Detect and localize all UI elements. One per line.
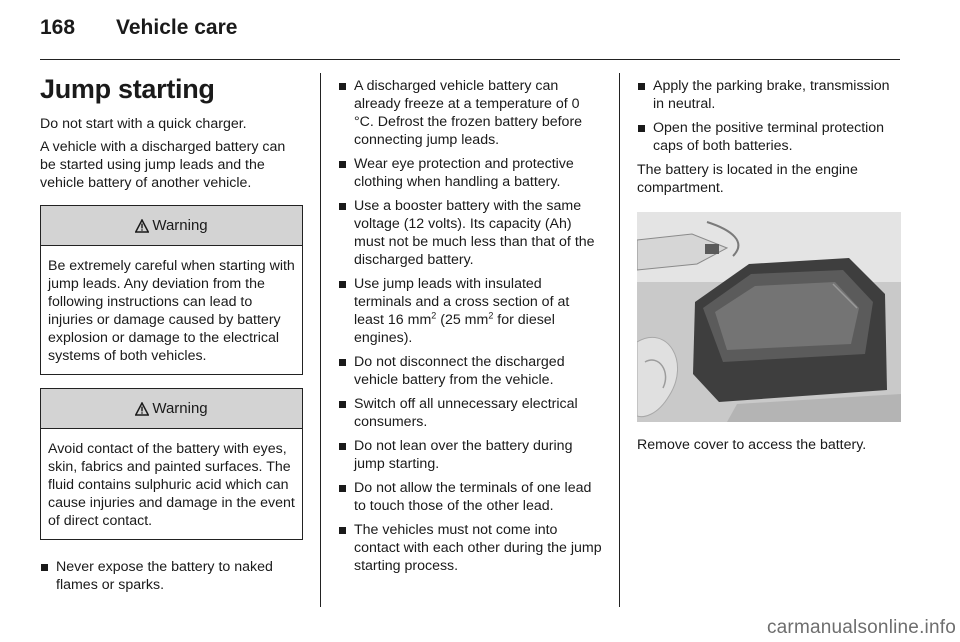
column-divider-1 xyxy=(320,73,321,607)
warning-triangle-icon xyxy=(135,219,149,233)
warning-box-2 xyxy=(40,388,303,540)
list-item: Do not lean over the battery during jump starting. xyxy=(338,437,602,473)
watermark: carmanualsonline.info xyxy=(766,617,956,638)
column-divider-2 xyxy=(619,73,620,607)
warning-triangle-icon xyxy=(135,402,149,416)
page-number: 168 xyxy=(40,16,76,39)
list-item: Never expose the battery to naked flames or sparks. xyxy=(40,558,303,594)
image-caption: Remove cover to access the battery. xyxy=(637,437,867,453)
section-title: Vehicle care xyxy=(116,16,238,39)
header-rule xyxy=(40,59,900,60)
warning-text: Be extremely careful when starting with jump leads. Any deviation from the following instructions can lead to injuries or damage caused by battery explosion or damage to the electrical systems of both vehicles. xyxy=(48,258,295,364)
warning-header xyxy=(41,206,302,246)
page-header xyxy=(40,16,237,40)
paragraph-intro: A vehicle with a discharged battery can be started using jump leads and the vehicle battery of another vehicle. xyxy=(40,139,286,191)
bullet-square-icon xyxy=(339,485,346,492)
bullet-square-icon xyxy=(339,83,346,90)
column-2 xyxy=(338,77,602,581)
bullet-square-icon xyxy=(339,527,346,534)
bullet-square-icon xyxy=(339,401,346,408)
list-item: Use jump leads with insulated terminals and a cross section of at least 16 $mm^2$ (25 $mm^2$ for diesel engines). xyxy=(338,275,602,347)
list-item: Open the positive terminal protection caps of both batteries. xyxy=(637,119,901,155)
warning-label: Warning xyxy=(152,217,208,234)
warning-box-1 xyxy=(40,205,303,375)
warning-header xyxy=(41,389,302,429)
column-3 xyxy=(637,77,901,459)
list-item: Wear eye protection and protective clothing when handling a battery. xyxy=(338,155,602,191)
bullet-square-icon xyxy=(339,359,346,366)
list-item: A discharged vehicle battery can already freeze at a temperature of 0 °C. Defrost the frozen battery before connecting jump leads. xyxy=(338,77,602,149)
list-item: Do not disconnect the discharged vehicle battery from the vehicle. xyxy=(338,353,602,389)
bullet-square-icon xyxy=(339,161,346,168)
list-item: Do not allow the terminals of one lead to touch those of the other lead. xyxy=(338,479,602,515)
battery-photo xyxy=(637,212,901,422)
column-1 xyxy=(40,72,303,600)
bullet-square-icon xyxy=(638,83,645,90)
list-item: Switch off all unnecessary electrical consumers. xyxy=(338,395,602,431)
bullet-square-icon xyxy=(339,281,346,288)
paragraph-battery-location: The battery is located in the engine compartment. xyxy=(637,162,858,196)
bullet-square-icon xyxy=(339,443,346,450)
bullet-square-icon xyxy=(339,203,346,210)
warning-text: Avoid contact of the battery with eyes, skin, fabrics and painted surfaces. The fluid contains sulphuric acid which can cause injuries and damage in the event of direct contact. xyxy=(48,441,295,529)
list-item: Use a booster battery with the same voltage (12 volts). Its capacity (Ah) must not be much less than that of the discharged battery. xyxy=(338,197,602,269)
list-item: The vehicles must not come into contact with each other during the jump starting process. xyxy=(338,521,602,575)
warning-label: Warning xyxy=(152,400,208,417)
paragraph-quick-charger: Do not start with a quick charger. xyxy=(40,116,247,132)
list-item: Apply the parking brake, transmission in neutral. xyxy=(637,77,901,113)
page-title: Jump starting xyxy=(40,74,215,104)
bullet-square-icon xyxy=(41,564,48,571)
bullet-square-icon xyxy=(638,125,645,132)
